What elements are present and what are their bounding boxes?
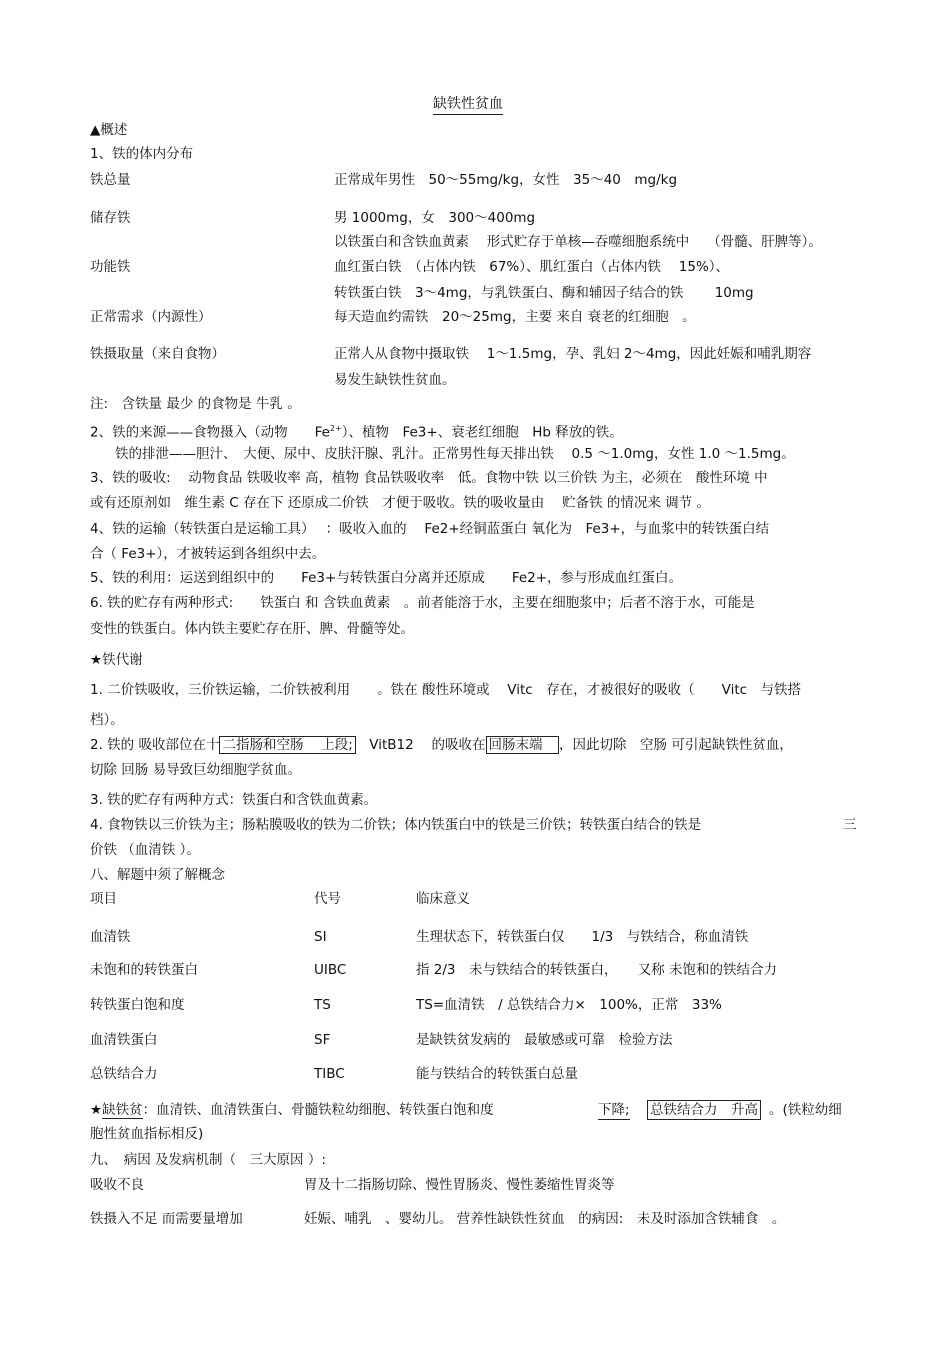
table-cell: 生理状态下，转铁蛋白仅 1/3 与铁结合，称血清铁 <box>416 929 749 945</box>
row-label: 铁摄取量（来自食物） <box>90 346 225 362</box>
table-cell: 总铁结合力 <box>90 1066 158 1082</box>
table-cell: TIBC <box>314 1066 345 1082</box>
section-4-line: 4、铁的运输（转铁蛋白是运输工具） ：吸收入血的 Fe2+经铜蓝蛋白 氧化为 Fe3+，与血浆中的转铁蛋白结 <box>90 521 770 537</box>
causes-heading: 九、 病因 及发病机制（ 三大原因 ）: <box>90 1152 326 1168</box>
superscript: 2+ <box>329 424 342 433</box>
row-value: 以铁蛋白和含铁血黄素 形式贮存于单核—吞噬细胞系统中 （骨髓、肝脾等）。 <box>334 234 822 250</box>
row-value: 正常人从食物中摄取铁 1～1.5mg，孕、乳妇 2～4mg，因此妊娠和哺乳期容 <box>334 346 812 362</box>
table-cell: TS=血清铁 / 总铁结合力× 100%，正常 33% <box>416 997 722 1013</box>
table-cell: 转铁蛋白饱和度 <box>90 997 185 1013</box>
table-cell: 是缺铁贫发病的 最敏感或可靠 检验方法 <box>416 1032 673 1048</box>
deficiency-line <box>90 1101 494 1119</box>
section-2-text: 2、铁的来源——食物摄入（动物 Fe <box>90 424 330 441</box>
section-2-line <box>90 420 623 442</box>
section-5-line: 5、铁的利用：运送到组织中的 Fe3+与转铁蛋白分离并还原成 Fe2+，参与形成血红蛋白。 <box>90 570 683 586</box>
deficiency-line2: 胞性贫血指标相反) <box>90 1126 204 1142</box>
table-header: 代号 <box>314 891 341 907</box>
section-6-line: 6. 铁的贮存有两种形式: 铁蛋白 和 含铁血黄素 。前者能溶于水，主要在细胞浆中；后者不溶于水，可能是 <box>90 595 755 611</box>
section-1-heading: 1、铁的体内分布 <box>90 146 194 162</box>
table-cell: 未饱和的转铁蛋白 <box>90 962 198 978</box>
deficiency-down: 下降; <box>598 1102 630 1118</box>
boxed-tibc-rise: 总铁结合力 升高 <box>647 1100 761 1120</box>
table-cell: TS <box>314 997 331 1013</box>
section-3-line: 3、铁的吸收: 动物食品 铁吸收率 高，植物 食品铁吸收率 低。食物中铁 以三价铁 为主，必须在 酸性环境 中 <box>90 470 768 486</box>
metabolism-1-line: 1. 二价铁吸收，三价铁运输，二价铁被利用 。铁在 酸性环境或 Vitc 存在，才被很好的吸收（ Vitc 与铁搭 <box>90 682 802 698</box>
deficiency-tail: 。(铁粒幼细 <box>769 1102 842 1118</box>
boxed-ileum: 回肠末端 <box>486 736 560 754</box>
table-cell: SF <box>314 1032 331 1048</box>
note: 注: 含铁量 最少 的食物是 牛乳 。 <box>90 396 301 412</box>
metabolism-2-line: 切除 回肠 易导致巨幼细胞学贫血。 <box>90 762 302 778</box>
metabolism-4-right: 三 <box>843 817 857 833</box>
metabolism-2-post: ，因此切除 空肠 可引起缺铁性贫血， <box>559 737 793 753</box>
metabolism-4-line: 4. 食物铁以三价铁为主；肠粘膜吸收的铁为二价铁；体内铁蛋白中的铁是三价铁；转铁蛋白结合的铁是 <box>90 817 702 833</box>
metabolism-2-mid: VitB12 的吸收在 <box>355 737 486 753</box>
deficiency-text: ：血清铁、血清铁蛋白、骨髓铁粒幼细胞、转铁蛋白饱和度 <box>142 1102 494 1118</box>
table-header: 项目 <box>90 891 117 907</box>
cause-detail: 妊娠、哺乳 、婴幼儿。 营养性缺铁性贫血 的病因: 未及时添加含铁辅食 。 <box>304 1211 786 1227</box>
metabolism-3-line: 3. 铁的贮存有两种方式：铁蛋白和含铁血黄素。 <box>90 792 378 808</box>
section-2-tail: ）、植物 Fe3+、衰老红细胞 Hb 释放的铁。 <box>341 424 623 441</box>
row-label: 功能铁 <box>90 259 131 275</box>
table-cell: 指 2/3 未与铁结合的转铁蛋白， 又称 未饱和的铁结合力 <box>416 962 778 978</box>
metabolism-heading: ★铁代谢 <box>90 652 143 668</box>
metabolism-2-line <box>90 736 793 754</box>
row-value: 血红蛋白铁 （占体内铁 67%）、肌红蛋白（占体内铁 15%）、 <box>334 259 730 275</box>
row-label: 正常需求（内源性） <box>90 309 212 325</box>
cause-label: 铁摄入不足 而需要量增加 <box>90 1211 243 1227</box>
table-cell: 血清铁 <box>90 929 131 945</box>
section-3-line: 或有还原剂如 维生素 C 存在下 还原成二价铁 才便于吸收。铁的吸收量由 贮备铁 的情况来 调节 。 <box>90 495 710 511</box>
table-cell: 血清铁蛋白 <box>90 1032 158 1048</box>
row-value: 正常成年男性 50～55mg/kg，女性 35～40 mg/kg <box>334 172 678 188</box>
star-mark: ★ <box>90 1102 103 1118</box>
row-label: 铁总量 <box>90 172 131 188</box>
row-value: 易发生缺铁性贫血。 <box>334 372 456 388</box>
cause-detail: 胃及十二指肠切除、慢性胃肠炎、慢性萎缩性胃炎等 <box>304 1177 615 1193</box>
document-title: 缺铁性贫血 <box>433 95 503 115</box>
deficiency-label: 缺铁贫 <box>102 1102 143 1118</box>
boxed-duodenum: 二指肠和空肠 上段; <box>219 736 355 754</box>
metabolism-1-line: 档）。 <box>90 712 124 728</box>
metabolism-4-line: 价铁 （血清铁 ）。 <box>90 842 200 858</box>
row-label: 储存铁 <box>90 210 131 226</box>
table-cell: 能与铁结合的转铁蛋白总量 <box>416 1066 578 1082</box>
section-6-line: 变性的铁蛋白。体内铁主要贮存在肝、脾、骨髓等处。 <box>90 621 414 637</box>
section-4-line: 合（ Fe3+），才被转运到各组织中去。 <box>90 546 326 562</box>
row-value: 每天造血约需铁 20～25mg，主要 来自 衰老的红细胞 。 <box>334 309 696 325</box>
table-cell: UIBC <box>314 962 347 978</box>
overview-heading: ▲概述 <box>90 122 128 138</box>
section-2-excretion: 铁的排泄——胆汁、 大便、尿中、皮肤汗腺、乳汁。正常男性每天排出铁 0.5 ～1.0mg，女性 1.0 ～1.5mg。 <box>115 446 795 462</box>
cause-label: 吸收不良 <box>90 1177 144 1193</box>
row-value: 男 1000mg，女 300～400mg <box>334 210 536 226</box>
row-value: 转铁蛋白铁 3～4mg，与乳铁蛋白、酶和辅因子结合的铁 10mg <box>334 285 754 301</box>
concepts-heading: 八、解题中须了解概念 <box>90 867 225 883</box>
metabolism-2-pre: 2. 铁的 吸收部位在十 <box>90 737 220 753</box>
table-header: 临床意义 <box>416 891 470 907</box>
table-cell: SI <box>314 929 327 945</box>
